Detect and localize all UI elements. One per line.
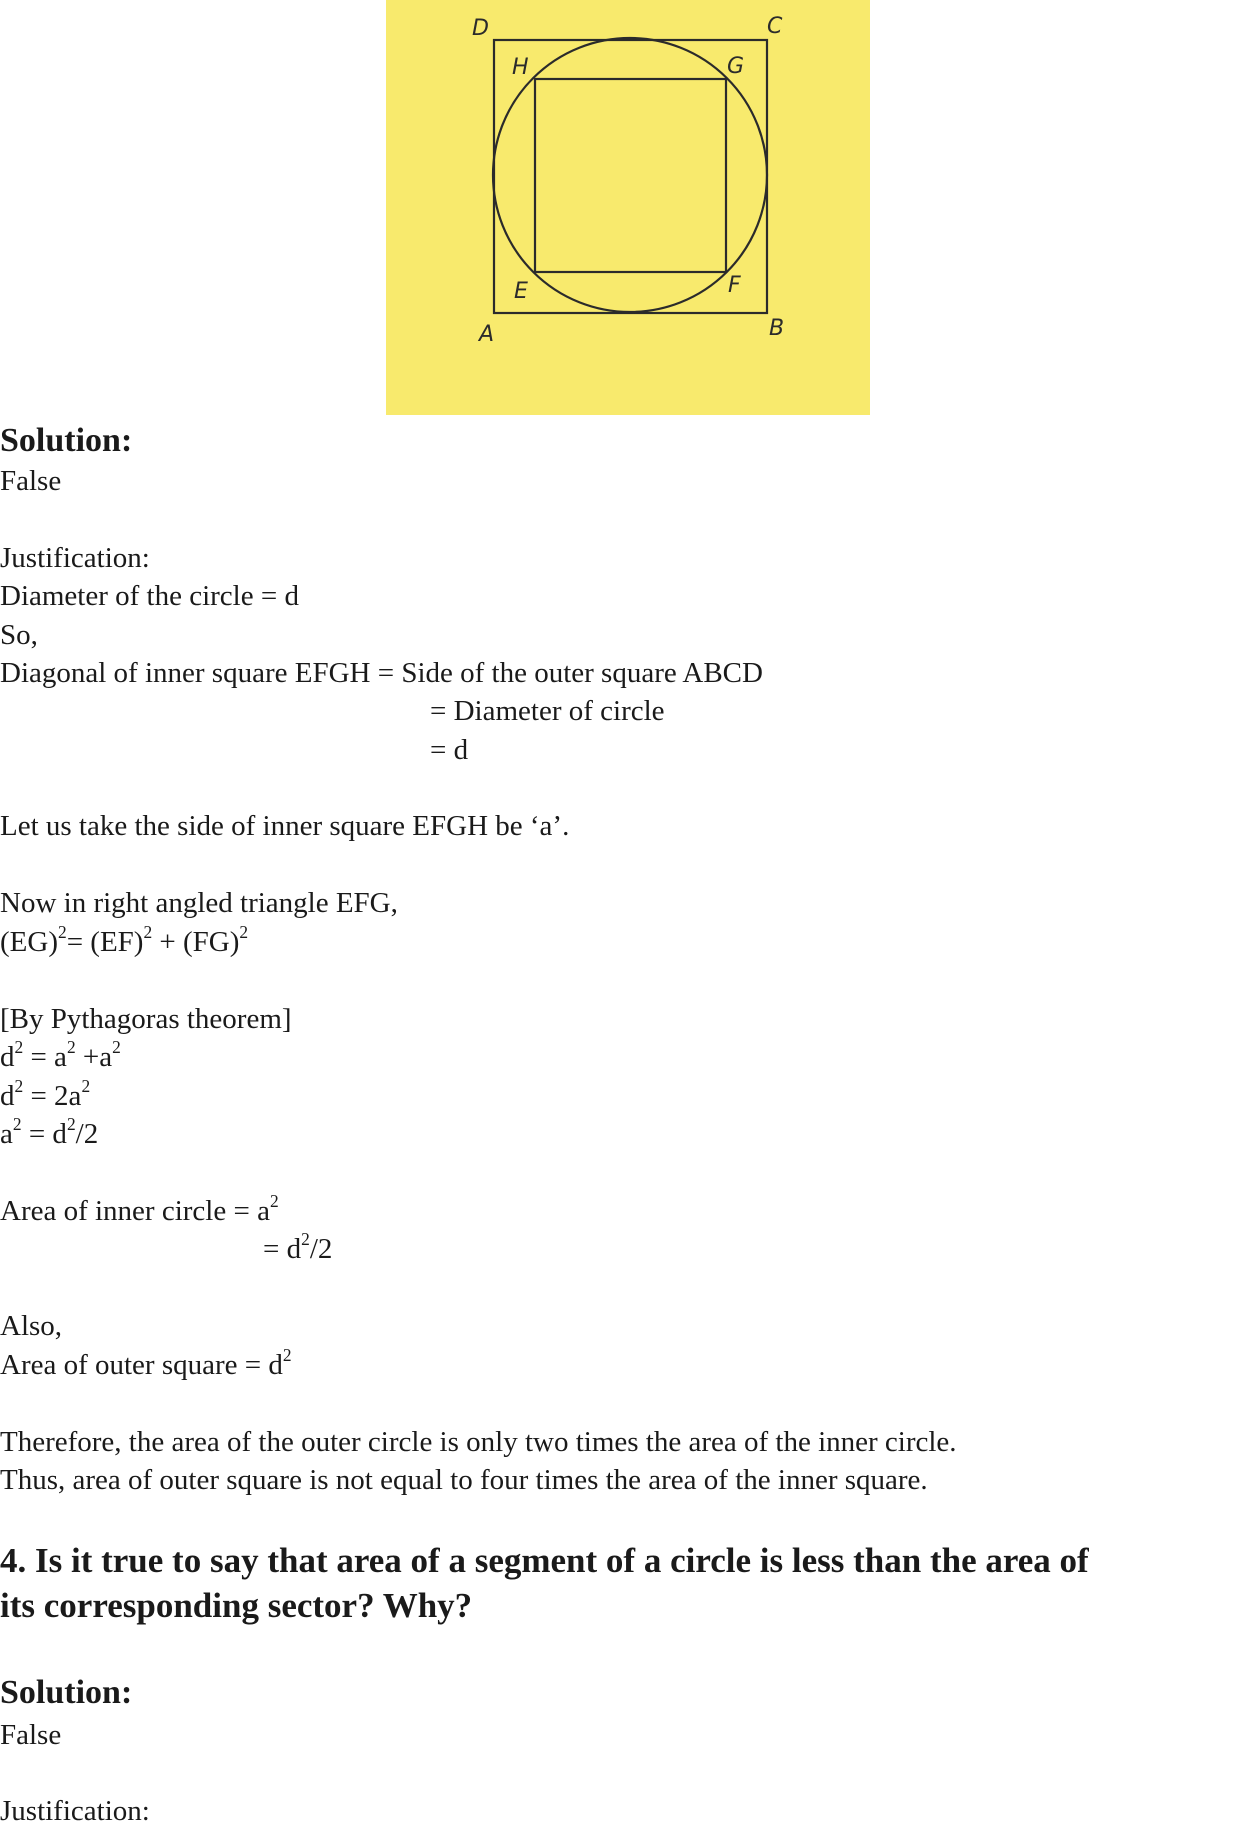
- geometry-figure: [386, 0, 870, 415]
- label-f: F: [728, 273, 741, 298]
- solution-heading: Solution:: [0, 422, 133, 459]
- justification-label: Justification:: [0, 542, 150, 574]
- triangle-text: Now in right angled triangle EFG,: [0, 887, 398, 919]
- label-h: H: [512, 55, 529, 80]
- diagonal-line-2: = Diameter of circle: [430, 695, 665, 727]
- inner-square-efgh: [535, 79, 726, 272]
- label-e: E: [514, 279, 528, 304]
- label-b: B: [769, 316, 785, 341]
- diagonal-line-3: = d: [430, 734, 469, 766]
- figure-svg: [386, 0, 870, 415]
- diagonal-line-1: Diagonal of inner square EFGH = Side of the outer square ABCD: [0, 657, 763, 689]
- question-4-line-1: 4. Is it true to say that area of a segment of a circle is less than the area of: [0, 1541, 1089, 1580]
- label-a: A: [479, 322, 495, 347]
- thus-text: Thus, area of outer square is not equal to four times the area of the inner square.: [0, 1464, 928, 1496]
- equation-3: $d^2 = 2a^2$: [0, 1075, 91, 1112]
- therefore-text: Therefore, the area of the outer circle is only two times the area of the inner circle.: [0, 1426, 957, 1458]
- justification-label-2: Justification:: [0, 1795, 150, 1827]
- label-g: G: [727, 54, 745, 79]
- pythagoras-text: [By Pythagoras theorem]: [0, 1003, 292, 1035]
- diameter-text: Diameter of the circle = d: [0, 580, 299, 612]
- solution-heading-2: Solution:: [0, 1674, 133, 1711]
- label-c: C: [767, 14, 783, 39]
- equation-2: $d^2 = a^2 +a^2$: [0, 1036, 121, 1073]
- equation-4: $a^2 = d^2/2$: [0, 1113, 99, 1150]
- equation-1: (EG)$^2$= (EF)$^2$ + (FG)$^2$: [0, 921, 249, 958]
- let-text: Let us take the side of inner square EFGH be ‘a’.: [0, 810, 570, 842]
- so-text: So,: [0, 619, 38, 651]
- also-text: Also,: [0, 1310, 63, 1342]
- area-inner-line-1: Area of inner circle = $a^2$: [0, 1190, 279, 1227]
- answer-text: False: [0, 465, 62, 497]
- area-outer-text: Area of outer square = $d^2$: [0, 1344, 292, 1381]
- area-inner-line-2: = $d^2/2$: [263, 1228, 333, 1265]
- label-d: D: [472, 16, 489, 41]
- question-4-line-2: its corresponding sector? Why?: [0, 1586, 473, 1625]
- answer-text-2: False: [0, 1719, 62, 1751]
